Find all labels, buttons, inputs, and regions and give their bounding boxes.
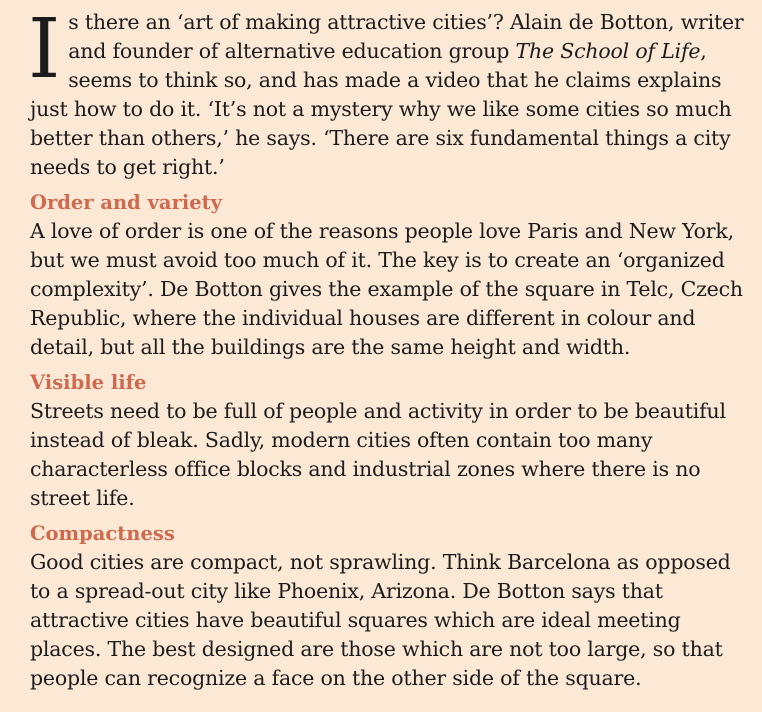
- section-visible-life: [30, 369, 744, 513]
- section-body: Streets need to be full of people and activity in order to be beautiful instead of bleak. Sadly, modern cities often contain too many characterless office blocks and industrial zones where there is no street life.: [30, 399, 726, 510]
- section-order-and-variety: [30, 189, 744, 362]
- intro-paragraph: [28, 2, 744, 182]
- section-body: Good cities are compact, not sprawling. Think Barcelona as opposed to a spread-out city like Phoenix, Arizona. De Botton says that attractive cities have beautiful squares which are ideal meeting places. The best designed are those which are not too large, so that people can recognize a face on the other side of the square.: [30, 550, 731, 690]
- drop-cap: I: [28, 2, 61, 97]
- intro-italic-title: The School of Life: [515, 39, 701, 63]
- section-compactness: [30, 520, 744, 693]
- section-heading: Compactness: [30, 522, 175, 545]
- section-heading: Visible life: [30, 371, 147, 394]
- intro-text-end: , seems to think so, and has made a video that he claims explains just how to do it. ‘It’s not a mystery why we like some cities so much better than others,’ he says. ‘There are six fundamental things a city needs to get right.’: [30, 39, 732, 179]
- intro-text-start: s there an ‘art of making attractive cities’? Alain de Botton, writer and founder of alternative education group: [68, 10, 744, 63]
- section-body: A love of order is one of the reasons people love Paris and New York, but we must avoid too much of it. The key is to create an ‘organized complexity’. De Botton gives the example of the square in Telc, Czech Republic, where the individual houses are different in colour and detail, but all the buildings are the same height and width.: [30, 219, 743, 359]
- section-heading: Order and variety: [30, 191, 222, 214]
